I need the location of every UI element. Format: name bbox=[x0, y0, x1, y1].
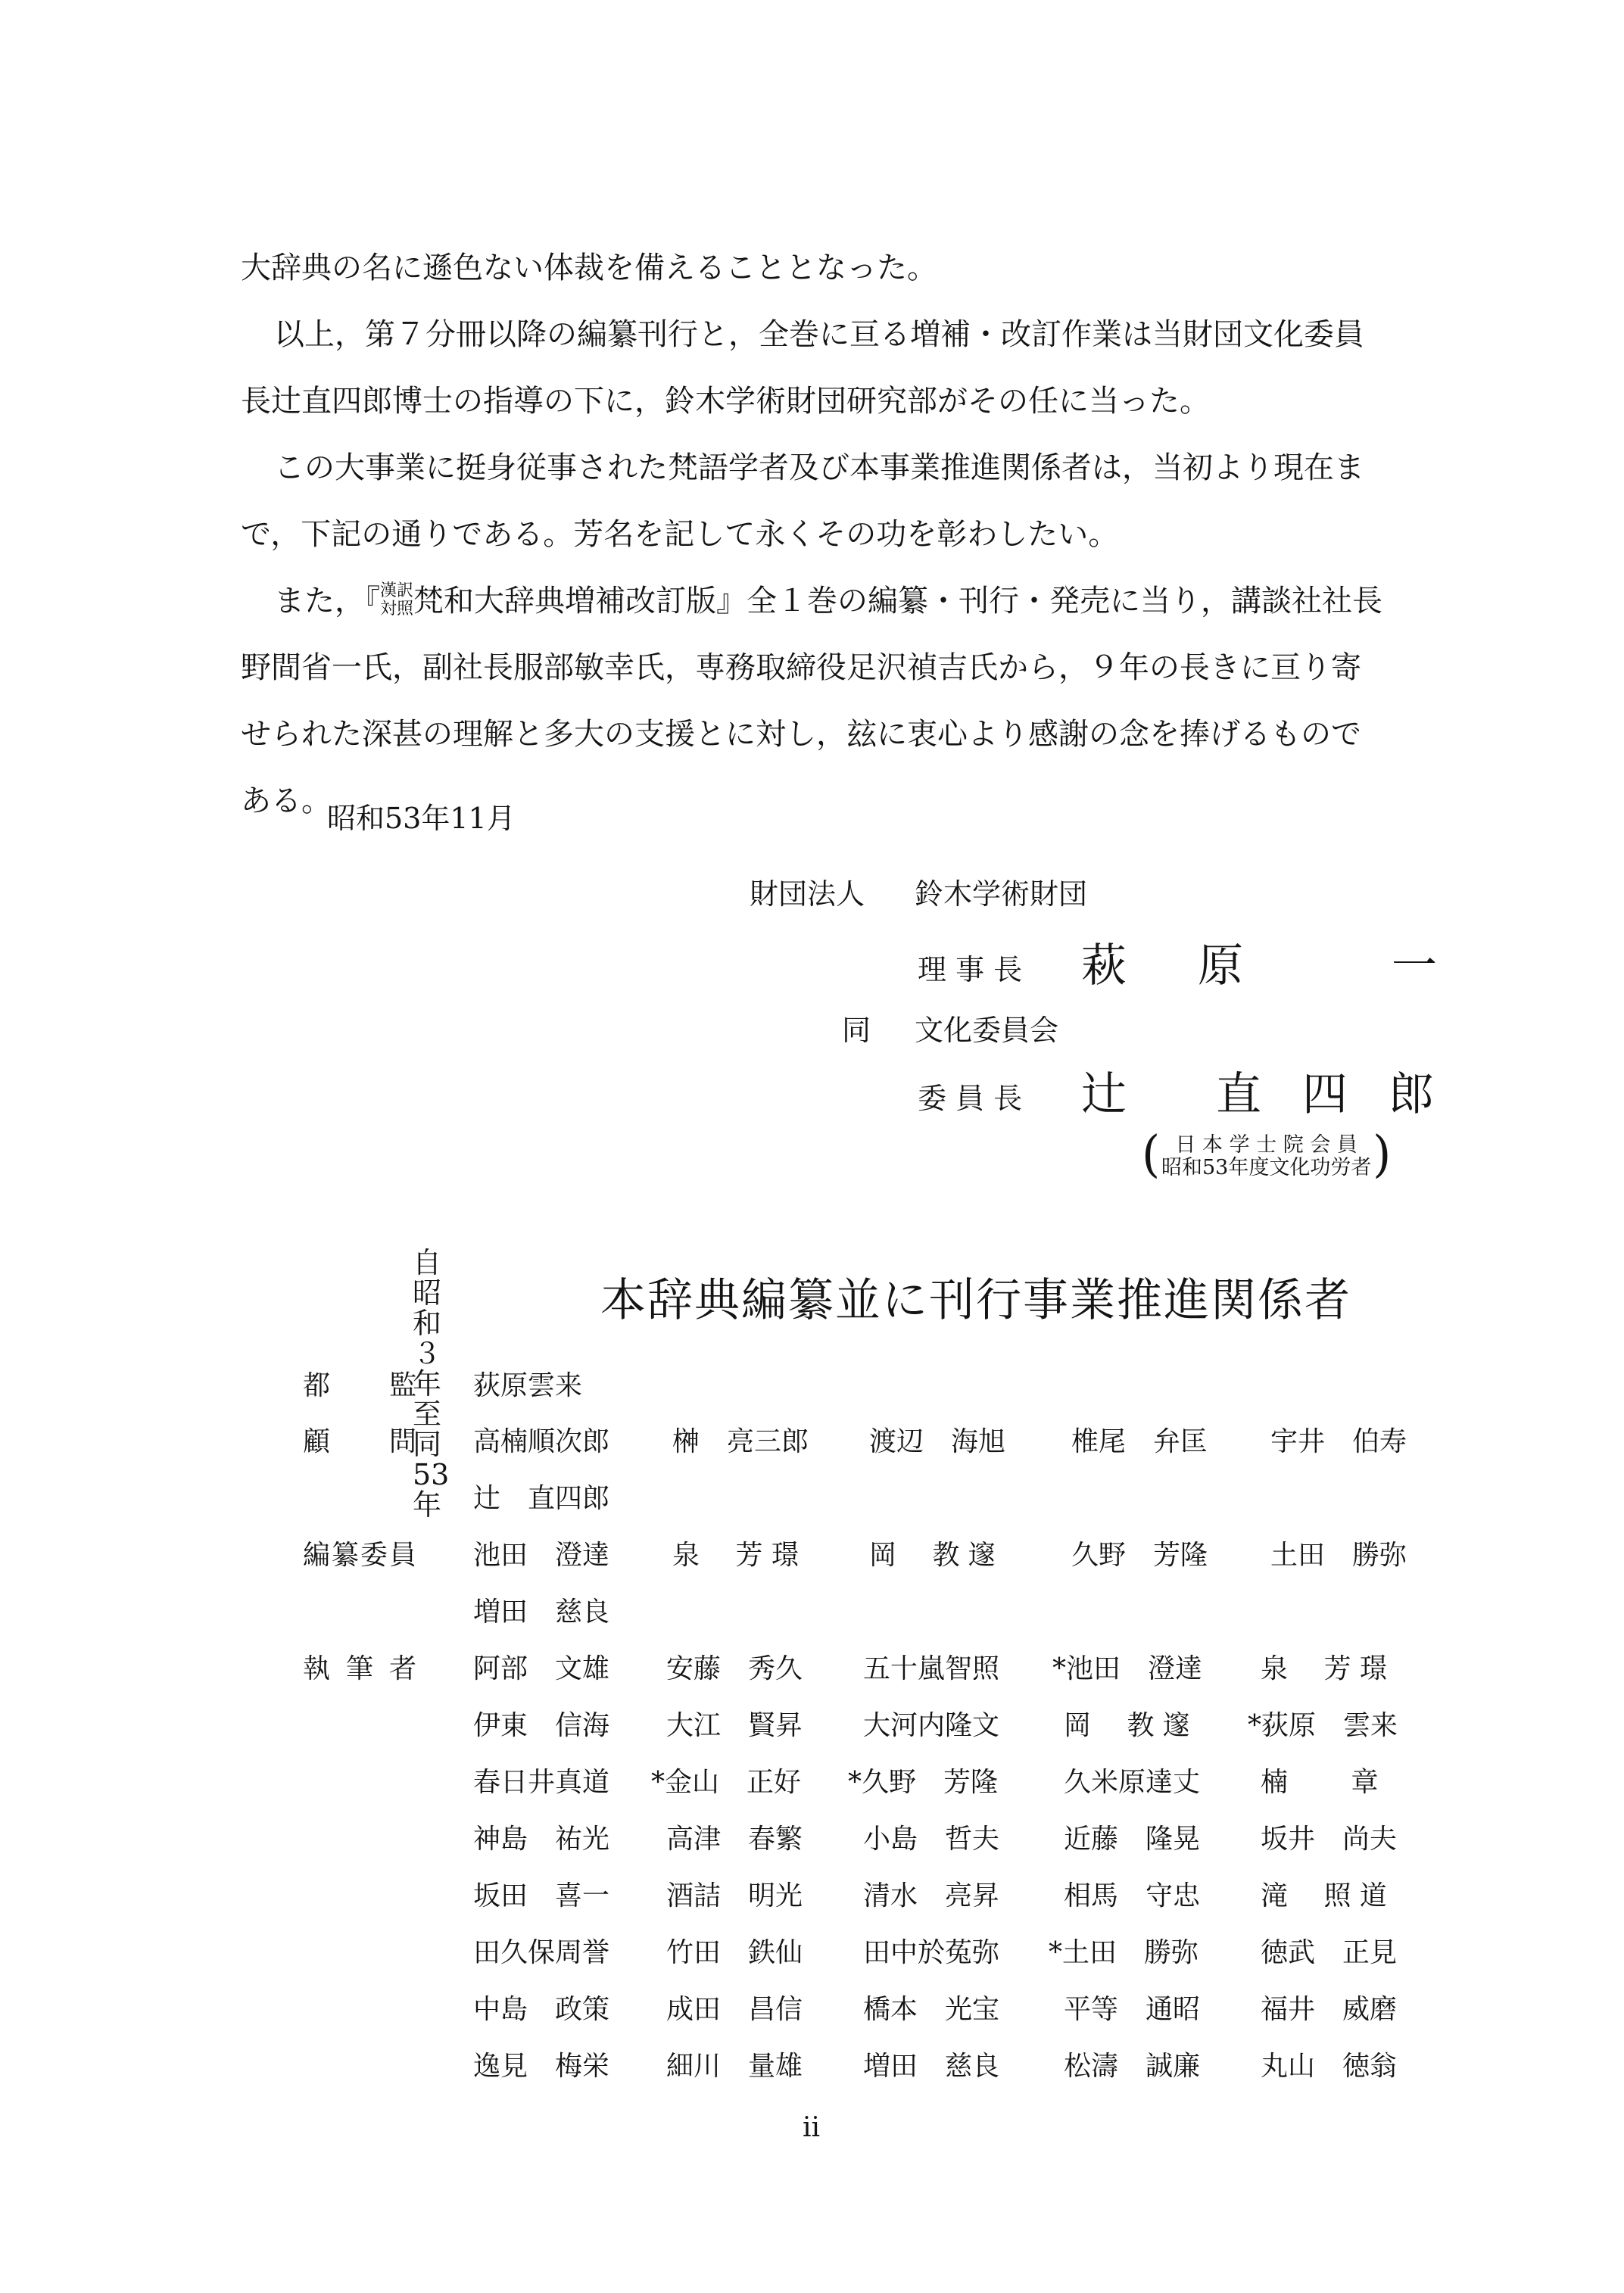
name-entry: 泉 芳 璟 bbox=[1261, 1653, 1387, 1684]
name-entry: 五十嵐智照 bbox=[863, 1653, 1000, 1684]
name-entry: 小島 哲夫 bbox=[863, 1824, 1000, 1855]
name-entry: 阿部 文雄 bbox=[473, 1653, 610, 1684]
name-entry: 細川 量雄 bbox=[666, 2051, 803, 2082]
name-entry: 椎尾 弁匡 bbox=[1071, 1426, 1208, 1457]
body-text bbox=[241, 235, 1467, 834]
name-entry: 近藤 隆晃 bbox=[1064, 1824, 1201, 1855]
honorific-note bbox=[1142, 1125, 1392, 1183]
name-entry: *金山 正好 bbox=[651, 1767, 802, 1798]
warichu-top: 漢訳 bbox=[380, 581, 414, 600]
same-org: 同 bbox=[842, 1014, 871, 1047]
chair-name-char: 萩 bbox=[1081, 939, 1127, 992]
name-entry: 竹田 鉄仙 bbox=[666, 1937, 803, 1968]
body-line: 野間省一氏，副社長服部敏幸氏，専務取締役足沢禎吉氏から，９年の長きに亘り寄 bbox=[241, 650, 1361, 685]
honorific-line: 日 本 学 士 院 会 員 bbox=[1175, 1133, 1357, 1157]
name-entry: 高楠順次郎 bbox=[473, 1426, 610, 1457]
body-line bbox=[241, 568, 1467, 634]
name-entry: 増田 慈良 bbox=[473, 1597, 610, 1628]
head-name-char: 辻 bbox=[1081, 1068, 1127, 1121]
name-entry: 池田 澄達 bbox=[473, 1540, 610, 1571]
period-from: 自昭和３年 bbox=[413, 1246, 442, 1400]
head-name-char: 直 bbox=[1216, 1068, 1261, 1121]
head-name-char: 郎 bbox=[1389, 1068, 1434, 1121]
warichu-bottom: 対照 bbox=[380, 600, 414, 618]
org-label: 財団法人 bbox=[750, 877, 865, 911]
name-entry: 滝 照 道 bbox=[1261, 1880, 1387, 1911]
body-fragment: 梵和大辞典増補改訂版』全１巻の編纂・刊行・発売に当り，講談社社長 bbox=[413, 584, 1383, 618]
role-advisors: 顧問 bbox=[303, 1426, 416, 1457]
name-entry: *荻原 雲来 bbox=[1248, 1710, 1398, 1741]
name-entry: 橋本 光宝 bbox=[863, 1994, 1000, 2025]
paren-close: ) bbox=[1373, 1125, 1392, 1183]
name-entry: *土田 勝弥 bbox=[1049, 1937, 1199, 1968]
name-entry: 清水 亮昇 bbox=[863, 1880, 1000, 1911]
name-entry: 丸山 徳翁 bbox=[1261, 2051, 1398, 2082]
name-entry: 泉 芳 璟 bbox=[672, 1540, 799, 1571]
chair-name-char: 原 bbox=[1198, 939, 1243, 992]
role-writers: 執筆者 bbox=[303, 1653, 416, 1684]
name-entry: 渡辺 海旭 bbox=[869, 1426, 1006, 1457]
period-range bbox=[413, 1248, 449, 1520]
name-entry: 徳武 正見 bbox=[1261, 1937, 1398, 1968]
name-entry: 松濤 誠廉 bbox=[1064, 2051, 1201, 2082]
name-entry: 辻 直四郎 bbox=[473, 1483, 610, 1514]
name-entry: *久野 芳隆 bbox=[848, 1767, 999, 1798]
name-entry: 安藤 秀久 bbox=[666, 1653, 803, 1684]
name-entry: 宇井 伯寿 bbox=[1270, 1426, 1407, 1457]
body-line: 大辞典の名に遜色ない体裁を備えることとなった。 bbox=[241, 251, 937, 285]
name-entry: 成田 昌信 bbox=[666, 1994, 803, 2025]
name-entry: 高津 春繁 bbox=[666, 1824, 803, 1855]
honorific-lines bbox=[1142, 1134, 1391, 1179]
name-entry: 中島 政策 bbox=[473, 1994, 610, 2025]
chair-name-char: 一 bbox=[1392, 939, 1437, 992]
body-fragment: また，『 bbox=[274, 584, 380, 618]
date: 昭和53年11月 bbox=[327, 802, 516, 835]
name-entry: 相馬 守忠 bbox=[1064, 1880, 1201, 1911]
name-entry: 田中於菟弥 bbox=[863, 1937, 1000, 1968]
name-entry: 榊 亮三郎 bbox=[672, 1426, 809, 1457]
name-entry: 坂井 尚夫 bbox=[1261, 1824, 1398, 1855]
name-entry: 岡 教 邃 bbox=[1064, 1710, 1190, 1741]
committee-name: 文化委員会 bbox=[915, 1014, 1059, 1047]
body-line: で，下記の通りである。芳名を記して永くその功を彰わしたい。 bbox=[241, 517, 1119, 552]
role-editors: 編纂委員 bbox=[303, 1540, 416, 1571]
name-entry: 楠 章 bbox=[1261, 1767, 1379, 1798]
name-entry: 土田 勝弥 bbox=[1270, 1540, 1407, 1571]
body-line: せられた深甚の理解と多大の支援とに対し，玆に衷心より感謝の念を捧げるもので bbox=[241, 717, 1361, 752]
name-entry: 逸見 梅栄 bbox=[473, 2051, 610, 2082]
name-entry: *池田 澄達 bbox=[1052, 1653, 1203, 1684]
body-line: 以上，第７分冊以降の編纂刊行と，全巻に亘る増補・改訂作業は当財団文化委員 bbox=[274, 317, 1364, 352]
name-entry: 神島 祐光 bbox=[473, 1824, 610, 1855]
name-entry: 田久保周誉 bbox=[473, 1937, 610, 1968]
honorific-line: 昭和53年度文化功労者 bbox=[1161, 1156, 1372, 1179]
name-entry: 伊東 信海 bbox=[473, 1710, 610, 1741]
name-entry: 久野 芳隆 bbox=[1071, 1540, 1208, 1571]
name-entry: 増田 慈良 bbox=[863, 2051, 1000, 2082]
period-to: 至 同 53年 bbox=[413, 1397, 450, 1522]
name-entry: 春日井真道 bbox=[473, 1767, 610, 1798]
name-entry: 福井 威磨 bbox=[1261, 1994, 1398, 2025]
body-line: この大事業に挺身従事された梵語学者及び本事業推進関係者は，当初より現在ま bbox=[274, 450, 1364, 485]
name-entry: 大河内隆文 bbox=[863, 1710, 1000, 1741]
name-entry: 大江 賢昇 bbox=[666, 1710, 803, 1741]
body-line: 長辻直四郎博士の指導の下に，鈴木学術財団研究部がその任に当った。 bbox=[241, 384, 1210, 419]
chair-title: 理 事 長 bbox=[918, 953, 1023, 986]
name-entry: 荻原雲来 bbox=[473, 1370, 583, 1401]
name-entry: 久米原達丈 bbox=[1064, 1767, 1201, 1798]
role-supervisor: 都監 bbox=[303, 1370, 416, 1401]
head-name-char: 四 bbox=[1302, 1068, 1348, 1121]
name-entry: 平等 通昭 bbox=[1064, 1994, 1201, 2025]
warichu-annotation bbox=[380, 582, 413, 618]
section-title: 本辞典編纂並に刊行事業推進関係者 bbox=[600, 1274, 1351, 1327]
body-line: ある。 bbox=[241, 784, 332, 818]
name-entry: 酒詰 明光 bbox=[666, 1880, 803, 1911]
page-number: ii bbox=[803, 2112, 821, 2143]
head-title: 委 員 長 bbox=[918, 1082, 1023, 1115]
name-entry: 坂田 喜一 bbox=[473, 1880, 610, 1911]
name-entry: 岡 教 邃 bbox=[869, 1540, 996, 1571]
paren-open: ( bbox=[1142, 1125, 1161, 1183]
org-name: 鈴木学術財団 bbox=[915, 877, 1088, 911]
